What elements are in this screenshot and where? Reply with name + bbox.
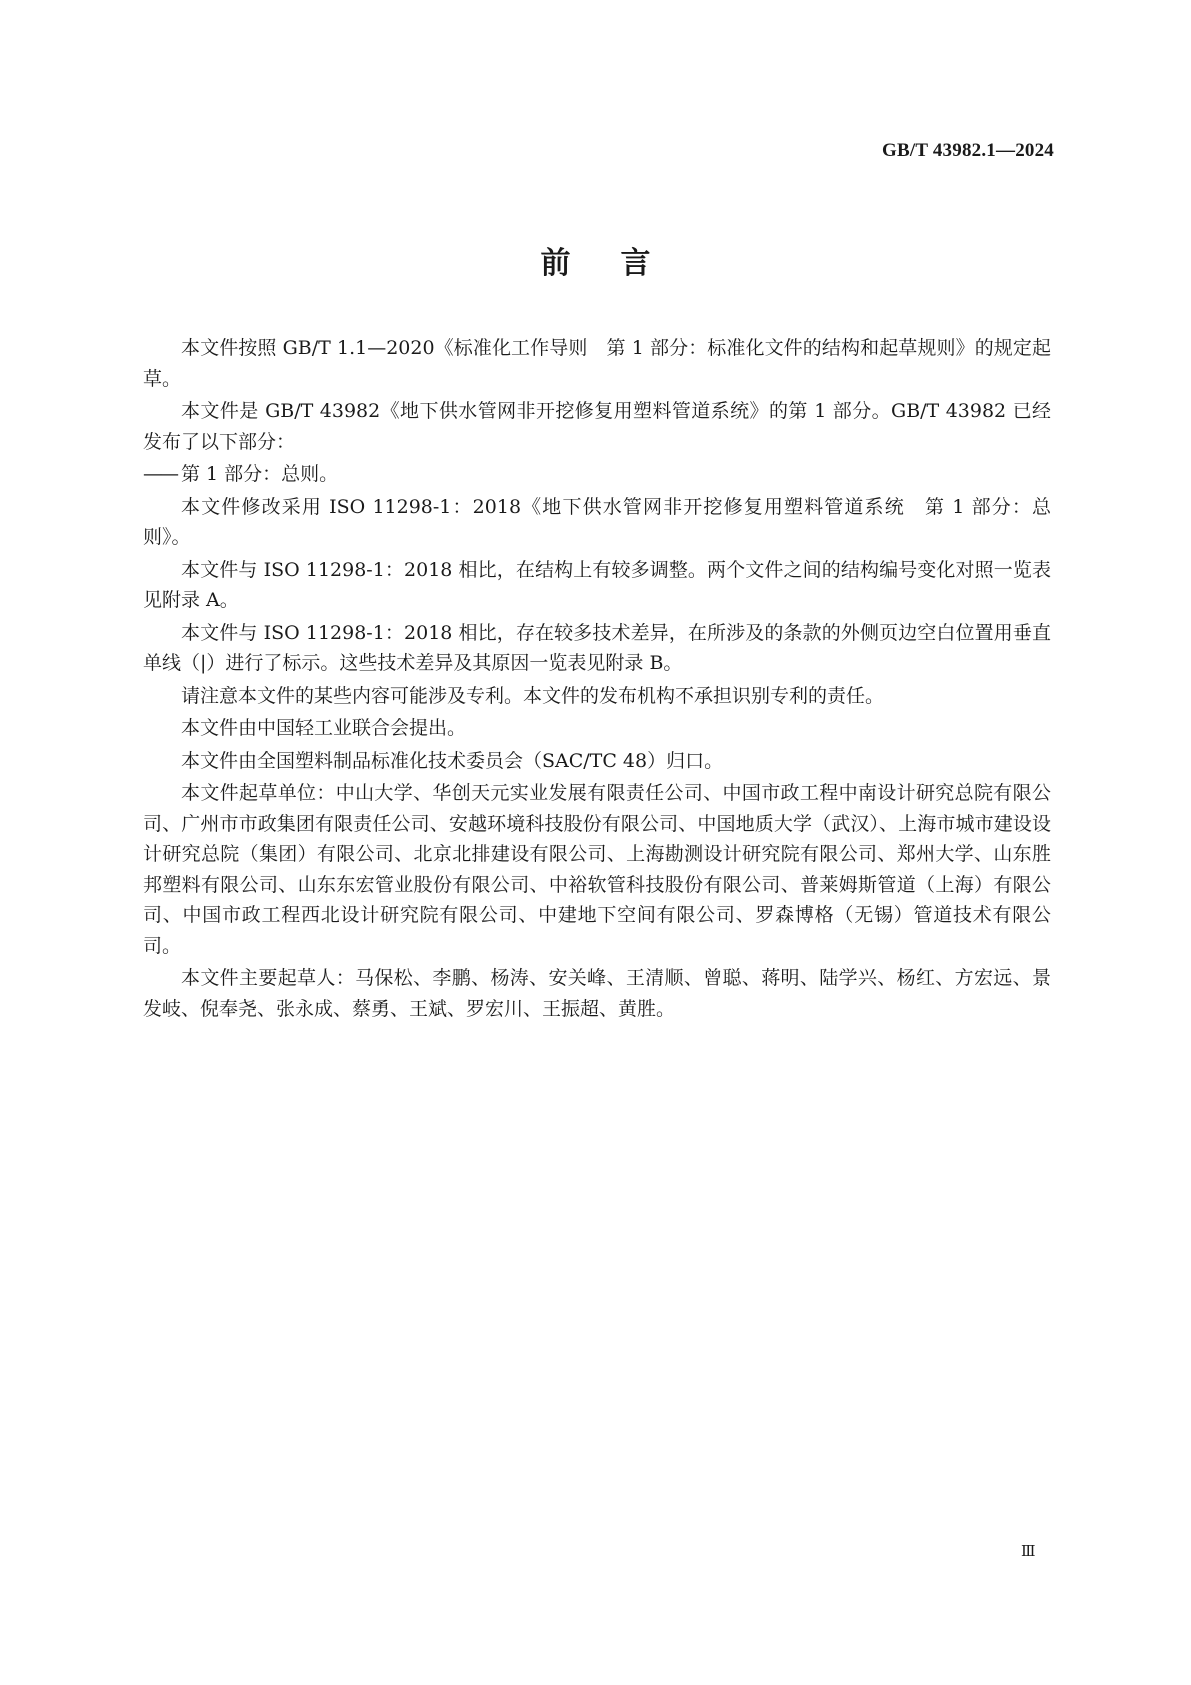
paragraph-iso-adoption: 本文件修改采用 ISO 11298-1：2018《地下供水管网非开挖修复用塑料管道系统 第 1 部分：总则》。 xyxy=(143,495,1051,548)
paragraph-drafters: 本文件主要起草人：马保松、李鹏、杨涛、安关峰、王清顺、曾聪、蒋明、陆学兴、杨红、方宏远、景发岐、倪奉尧、张永成、蔡勇、王斌、罗宏川、王振超、黄胜。 xyxy=(143,967,1051,1020)
list-item-text: 第 1 部分：总则。 xyxy=(181,463,339,485)
paragraph-drafting-rules: 本文件按照 GB/T 1.1—2020《标准化工作导则 第 1 部分：标准化文件的结构和起草规则》的规定起草。 xyxy=(143,337,1051,390)
paragraph-technical-committee: 本文件由全国塑料制品标准化技术委员会（SAC/TC 48）归口。 xyxy=(181,749,724,772)
paragraph-structure-changes: 本文件与 ISO 11298-1：2018 相比，在结构上有较多调整。两个文件之间的结构编号变化对照一览表见附录 A。 xyxy=(143,558,1051,611)
paragraph-series-part: 本文件是 GB/T 43982《地下供水管网非开挖修复用塑料管道系统》的第 1 部分。GB/T 43982 已经发布了以下部分： xyxy=(143,400,1051,453)
list-dash: —— xyxy=(143,463,177,485)
foreword-body xyxy=(143,333,1051,1026)
paragraph-proposer: 本文件由中国轻工业联合会提出。 xyxy=(181,717,467,739)
list-item xyxy=(143,459,1051,490)
standard-number: GB/T 43982.1—2024 xyxy=(882,140,1054,161)
page-number: Ⅲ xyxy=(1021,1544,1035,1560)
paragraph-technical-differences: 本文件与 ISO 11298-1：2018 相比，存在较多技术差异，在所涉及的条款的外侧页边空白位置用垂直单线（|）进行了标示。这些技术差异及其原因一览表见附录 B。 xyxy=(143,621,1051,674)
paragraph-drafting-organizations: 本文件起草单位：中山大学、华创天元实业发展有限责任公司、中国市政工程中南设计研究总院有限公司、广州市市政集团有限责任公司、安越环境科技股份有限公司、中国地质大学（武汉）、上海市城市建设设计研究总院（集团）有限公司、北京北排建设有限公司、上海勘测设计研究院有限公司、郑州大学、山东胜邦塑料有限公司、山东东宏管业股份有限公司、中裕软管科技股份有限公司、普莱姆斯管道（上海）有限公司、中国市政工程西北设计研究院有限公司、中建地下空间有限公司、罗森博格（无锡）管道技术有限公司。 xyxy=(143,782,1051,957)
paragraph-patent-notice: 请注意本文件的某些内容可能涉及专利。本文件的发布机构不承担识别专利的责任。 xyxy=(181,684,885,707)
page-title: 前言 xyxy=(540,246,701,281)
